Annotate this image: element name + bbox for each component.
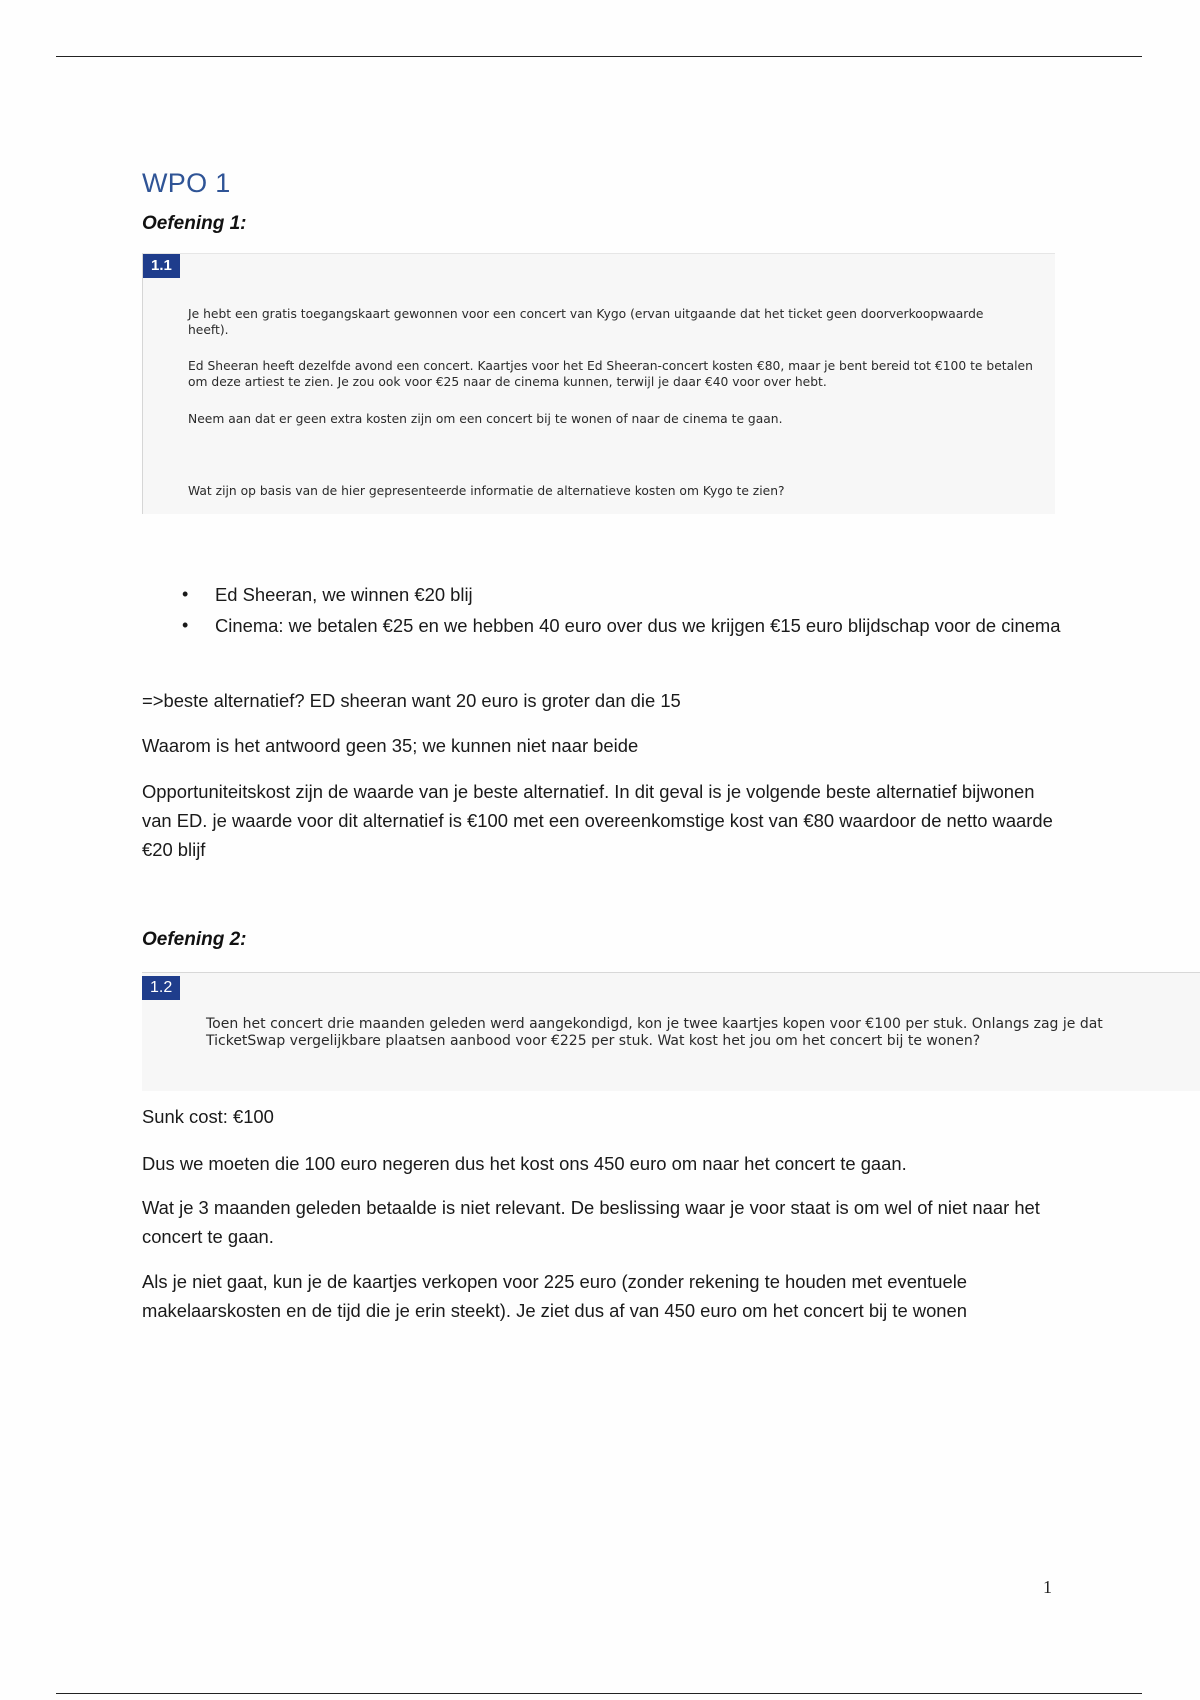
answer-bullet-list — [142, 580, 1072, 642]
list-item — [142, 580, 1072, 609]
answer-paragraph: Als je niet gaat, kun je de kaartjes verkopen voor 225 euro (zonder rekening te houden met eventuele makelaarskosten en de tijd die je erin steekt). Je ziet dus af van 450 euro om het concert bij te wonen — [142, 1271, 968, 1321]
question-number-badge: 1.2 — [142, 976, 180, 1000]
answer-paragraph: Wat je 3 maanden geleden betaalde is niet relevant. De beslissing waar je voor staat is om wel of niet naar het concert te gaan. — [142, 1197, 1040, 1247]
answer-paragraph: =>beste alternatief? ED sheeran want 20 euro is groter dan die 15 — [142, 690, 681, 711]
bullet-text: Cinema: we betalen €25 en we hebben 40 euro over dus we krijgen €15 euro blijdschap voor de cinema — [215, 615, 1061, 636]
question-prompt: Wat zijn op basis van de hier gepresenteerde informatie de alternatieve kosten om Kygo te zien? — [188, 484, 785, 498]
answer-paragraph: Sunk cost: €100 — [142, 1106, 274, 1127]
bullet-icon: • — [182, 584, 189, 604]
exercise-1-heading: Oefening 1: — [142, 213, 247, 234]
bullet-icon: • — [182, 615, 189, 635]
bullet-text: Ed Sheeran, we winnen €20 blij — [215, 584, 473, 605]
question-paragraph: Neem aan dat er geen extra kosten zijn om een concert bij te wonen of naar de cinema te gaan. — [188, 412, 783, 426]
list-item — [142, 611, 1072, 640]
question-paragraph: Ed Sheeran heeft dezelfde avond een concert. Kaartjes voor het Ed Sheeran-concert kosten €80, maar je bent bereid tot €100 te betalen om deze artiest te zien. Je zou ook voor €25 naar de cinema kunnen, terwijl je daar €40 voor over hebt. — [188, 359, 1033, 389]
answer-paragraph: Dus we moeten die 100 euro negeren dus het kost ons 450 euro om naar het concert te gaan. — [142, 1153, 907, 1174]
document-title: WPO 1 — [142, 168, 231, 198]
question-paragraph: Je hebt een gratis toegangskaart gewonnen voor een concert van Kygo (ervan uitgaande dat het ticket geen doorverkoopwaarde heeft). — [188, 307, 984, 337]
exercise-2-heading: Oefening 2: — [142, 929, 247, 950]
question-box-1-2 — [142, 972, 1200, 1091]
page-number: 1 — [1043, 1577, 1052, 1597]
page-top-rule — [56, 56, 1142, 57]
page-bottom-rule — [56, 1693, 1142, 1694]
question-prompt: Toen het concert drie maanden geleden werd aangekondigd, kon je twee kaartjes kopen voor €100 per stuk. Onlangs zag je dat TicketSwap vergelijkbare plaatsen aanbood voor €225 per stuk. Wat kost het jou om het concert bij te wonen? — [206, 1016, 1103, 1049]
question-number-badge: 1.1 — [143, 254, 180, 278]
answer-paragraph: Waarom is het antwoord geen 35; we kunnen niet naar beide — [142, 735, 639, 756]
question-box-1-1 — [142, 253, 1055, 514]
answer-paragraph: Opportuniteitskost zijn de waarde van je beste alternatief. In dit geval is je volgende beste alternatief bijwonen van ED. je waarde voor dit alternatief is €100 met een overeenkomstige kost van €80 waardoor de netto waarde €20 blijf — [142, 781, 1053, 860]
